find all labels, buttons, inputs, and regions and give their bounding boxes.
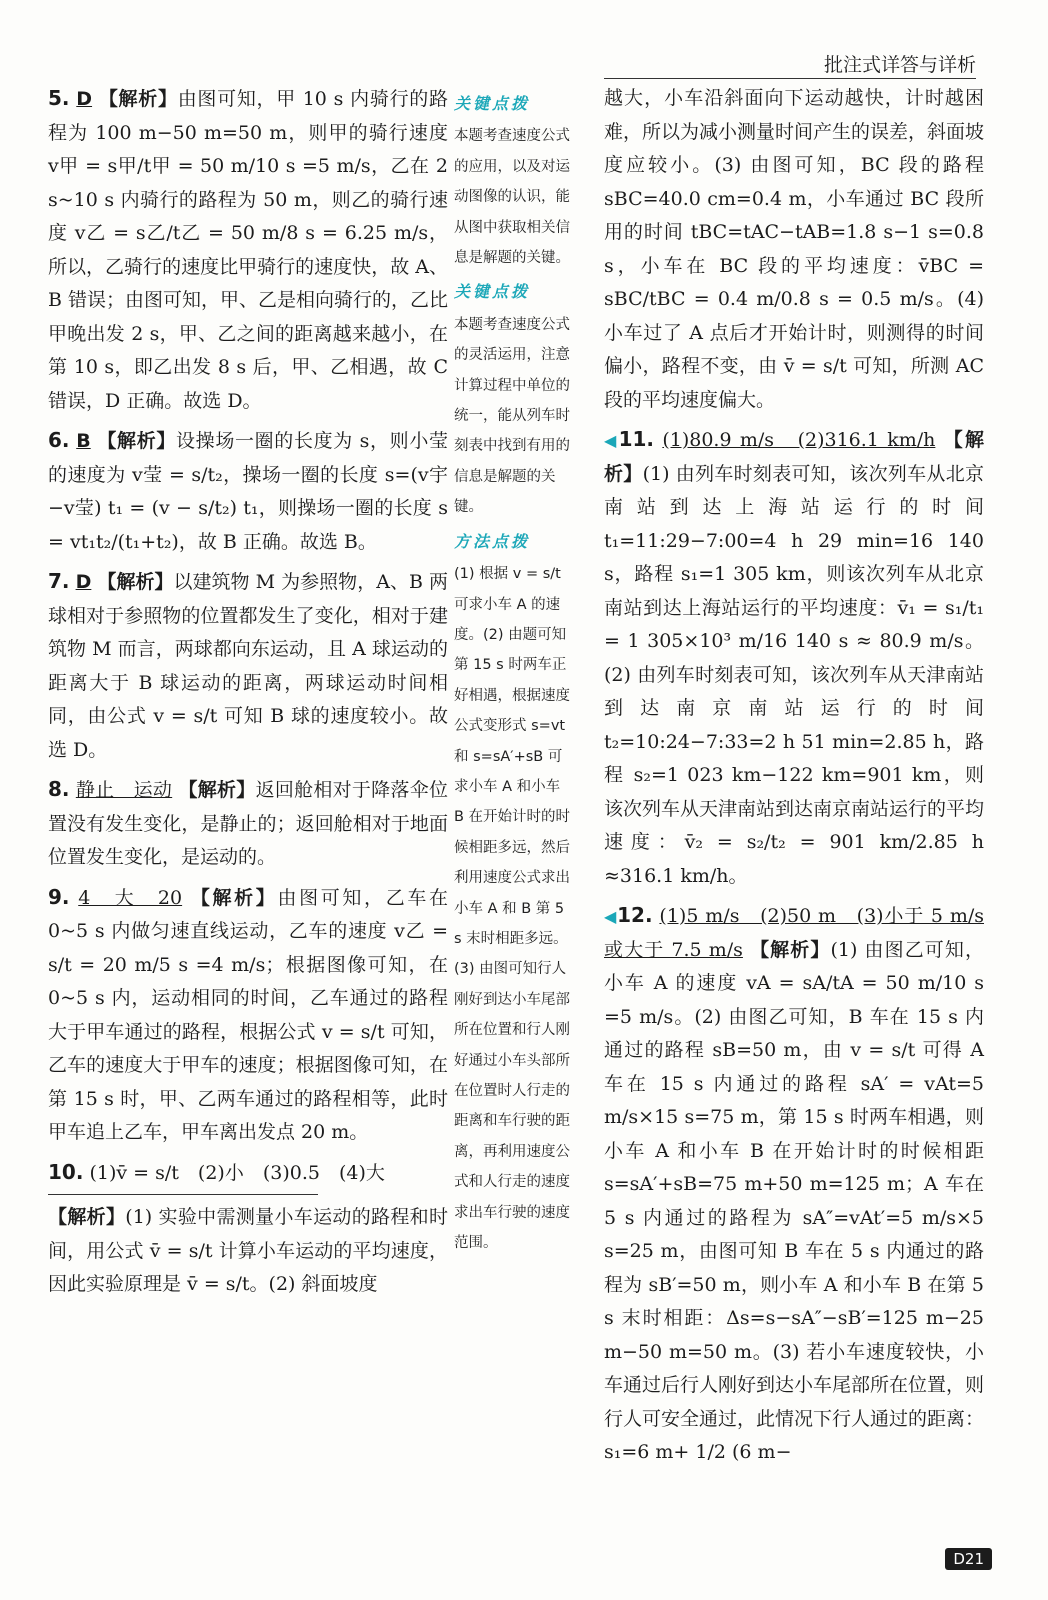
item-number: 8.	[48, 777, 70, 801]
side-note	[454, 527, 572, 1259]
analysis-tag: 【解析】	[48, 1206, 126, 1228]
item-answer: (1)5 m/s (2)50 m (3)小于 5 m/s 或大于 7.5 m/s	[604, 905, 984, 961]
item-12	[604, 899, 984, 1470]
page-number: D21	[945, 1548, 992, 1570]
item-text: 以建筑物 M 为参照物，A、B 两球相对于参照物的位置都发生了变化，相对于建筑物 M 而言，两球都向东运动，且 A 球运动的距离大于 B 球运动的距离，两球运动时间相同，由公式 v = s/t 可知 B 球的速度较小。故选 D。	[48, 571, 448, 761]
item-10-continued	[604, 82, 984, 417]
item-answer: 4 大 20	[78, 886, 183, 909]
item-text: 由图可知，乙车在 0~5 s 内做匀速直线运动，乙车的速度 v乙 = s/t = 20 m/5 s =4 m/s；根据图像可知，在 0~5 s 内，运动相同的时间，乙车通过的路程大于甲车通过的路程，根据公式 v = s/t 可知，乙车的速度大于甲车的速度；根据图像可知，在第 15 s 时，甲、乙两车通过的路程相等，此时甲车追上乙车，甲车离出发点 20 m。	[48, 886, 449, 1143]
item-text: (1) 由列车时刻表可知，该次列车从北京南站到达上海站运行的时间 t₁=11:29−7:00=4 h 29 min=16 140 s，路程 s₁=1 305 km，则该次列车从北京南站到达上海站运行的平均速度：v̄₁ = s₁/t₁ = 1 305×10³ m/16 140 s ≈ 80.9 m/s。(2) 由列车时刻表可知，该次列车从天津南站到达南京南站运行的时间 t₂=10:24−7:33=2 h 51 min=2.85 h，路程 s₂=1 023 km−122 km=901 km，则该次列车从天津南站到达南京南站运行的平均速度：v̄₂ = s₂/t₂ = 901 km/2.85 h ≈316.1 km/h。	[604, 462, 985, 887]
side-note	[454, 277, 572, 522]
analysis-tag: 【解析】	[97, 571, 174, 593]
left-column	[48, 82, 448, 1308]
item-number: 5.	[48, 86, 70, 110]
side-note	[454, 89, 572, 273]
item-text: 返回舱相对于降落伞位置没有发生变化，是静止的；返回舱相对于地面位置发生变化，是运动的。	[48, 779, 448, 868]
analysis-tag: 【解析】	[97, 430, 177, 452]
side-note-heading: 方法点拨	[454, 531, 531, 551]
side-note-text: 本题考查速度公式的应用，以及对运动图像的认识，能从图中获取相关信息是解题的关键。	[454, 128, 570, 267]
item-9	[48, 881, 448, 1150]
analysis-tag: 【解析】	[178, 779, 256, 801]
side-note-text: 本题考查速度公式的灵活运用，注意计算过程中单位的统一，能从列车时刻表中找到有用的信息是解题的关键。	[454, 316, 570, 516]
pointer-arrow-icon: ◀	[604, 431, 619, 450]
item-6	[48, 424, 448, 559]
header-rule	[604, 78, 976, 79]
item-text: 越大，小车沿斜面向下运动越快，计时越困难，所以为减小测量时间产生的误差，斜面坡度应较小。(3) 由图可知，BC 段的路程 sBC=40.0 cm=0.4 m，小车通过 BC 段所用的时间 tBC=tAC−tAB=1.8 s−1 s=0.8 s，小车在 BC 段的平均速度：v̄BC = sBC/tBC = 0.4 m/0.8 s = 0.5 m/s。(4) 小车过了 A 点后才开始计时，则测得的时间偏小，路程不变，由 v̄ = s/t 可知，所测 AC 段的平均速度偏大。	[604, 87, 985, 411]
item-number: 9.	[48, 884, 70, 909]
item-text: 设操场一圈的长度为 s，则小莹的速度为 v莹 = s/t₂，操场一圈的长度 s=(v宇−v莹) t₁ = (v − s/t₂) t₁，则操场一圈的长度 s = vt₁t₂/(t₁+t₂)，故 B 正确。故选 B。	[48, 430, 448, 553]
item-5	[48, 82, 448, 418]
item-8	[48, 773, 448, 875]
item-answer: B	[76, 430, 91, 452]
item-10	[48, 1156, 448, 1302]
item-number: 12.	[617, 903, 653, 927]
pointer-arrow-icon: ◀	[604, 907, 618, 926]
right-column	[604, 82, 984, 1476]
item-number: 7.	[48, 569, 70, 593]
analysis-tag: 【解析】	[98, 88, 178, 110]
side-note-text: (1) 根据 v = s/t 可求小车 A 的速度。(2) 由题可知第 15 s 时两车正好相遇，根据速度公式变形式 s=vt 和 s=sA′+sB 可求小车 A 和小车 B 在开始计时的时候相距多远，然后利用速度公式求出小车 A 和 B 第 5 s 末时相距多远。(3) 由图可知行人刚好到达小车尾部所在位置和行人刚好通过小车头部所在位置时人行走的距离和车行驶的距离，再利用速度公式和人行走的速度求出车行驶的速度范围。	[454, 566, 571, 1252]
item-number: 6.	[48, 428, 70, 452]
analysis-tag: 【解析】	[604, 429, 984, 485]
answer-rule	[48, 1194, 318, 1195]
item-answer: 静止 运动	[75, 779, 173, 801]
analysis-tag: 【解析】	[750, 938, 831, 961]
item-number: 11.	[618, 427, 655, 451]
side-note-heading: 关键点拨	[454, 282, 531, 302]
analysis-tag: 【解析】	[190, 886, 278, 909]
side-note-heading: 关键点拨	[454, 94, 531, 113]
item-answer: D	[75, 571, 92, 593]
item-answer: (1)80.9 m/s (2)316.1 km/h	[662, 429, 936, 451]
item-text: (1) 实验中需测量小车运动的路程和时间，用公式 v̄ = s/t 计算小车运动的平均速度，因此实验原理是 v̄ = s/t。(2) 斜面坡度	[48, 1206, 448, 1295]
item-number: 10.	[48, 1159, 84, 1184]
item-answer: (1)v̄ = s/t (2)小 (3)0.5 (4)大	[89, 1161, 385, 1184]
running-header: 批注式详答与详析	[823, 54, 976, 76]
margin-notes	[454, 85, 572, 1258]
item-answer: D	[76, 88, 93, 110]
item-text: (1) 由图乙可知，小车 A 的速度 vA = sA/tA = 50 m/10 s =5 m/s。(2) 由图乙可知，B 车在 15 s 内通过的路程 sB=50 m，由 v = s/t 可得 A 车在 15 s 内通过的路程 sA′ = vAt=5 m/s×15 s=75 m，第 15 s 时两车相遇，则小车 A 和小车 B 在开始计时的时候相距 s=sA′+sB=75 m+50 m=125 m；A 车在 5 s 内通过的路程为 sA″=vAt′=5 m/s×5 s=25 m，由图可知 B 车在 5 s 内通过的路程为 sB′=50 m，则小车 A 和小车 B 在第 5 s 末时相距：Δs=s−sA″−sB′=125 m−25 m−50 m=50 m。(3) 若小车速度较快，小车通过后行人刚好到达小车尾部所在位置，则行人可安全通过，此情况下行人通过的距离：s₁=6 m+ 1/2 (6 m−	[604, 938, 985, 1463]
item-text: 由图可知，甲 10 s 内骑行的路程为 100 m−50 m=50 m，则甲的骑行速度 v甲 = s甲/t甲 = 50 m/10 s =5 m/s，乙在 2 s~10 s 内骑行的路程为 50 m，则乙的骑行速度 v乙 = s乙/t乙 = 50 m/8 s = 6.25 m/s，所以，乙骑行的速度比甲骑行的速度快，故 A、B 错误；由图可知，甲、乙是相向骑行的，乙比甲晚出发 2 s，甲、乙之间的距离越来越小，在第 10 s，即乙出发 8 s 后，甲、乙相遇，故 C 错误，D 正确。故选 D。	[48, 88, 449, 412]
item-7	[48, 565, 448, 767]
item-11	[604, 423, 984, 893]
